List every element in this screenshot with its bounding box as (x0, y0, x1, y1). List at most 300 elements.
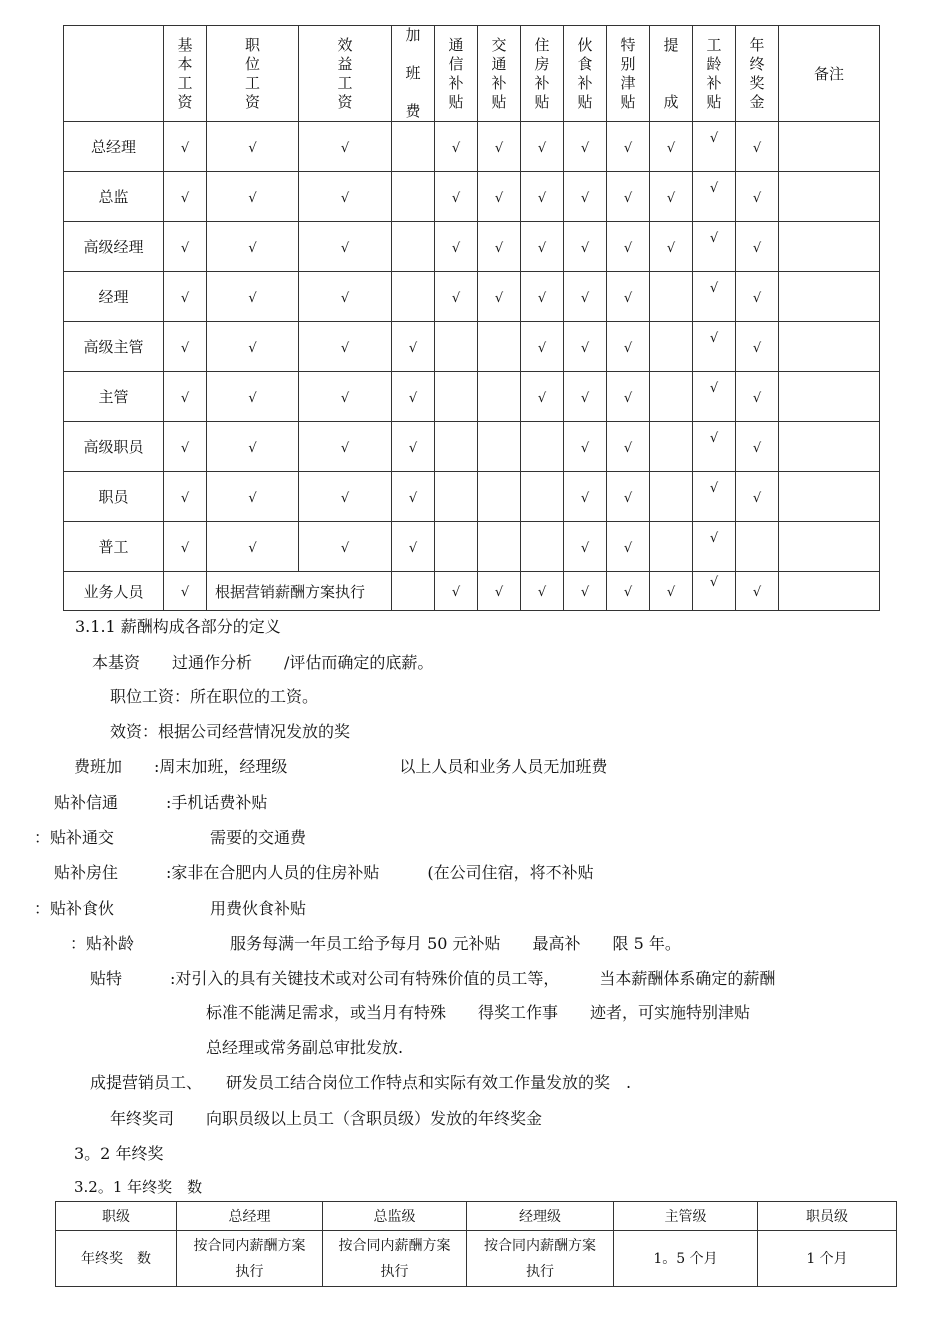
check-mark: √ (623, 585, 633, 600)
check-cell (564, 172, 607, 222)
table-row (64, 222, 880, 272)
table-row (64, 272, 880, 322)
header-char: 补 (706, 73, 722, 92)
header-label (491, 36, 506, 112)
check-mark: √ (180, 140, 190, 156)
check-cell (478, 222, 521, 272)
check-mark: √ (623, 540, 633, 556)
header-char: 贴 (620, 92, 636, 111)
check-mark: √ (248, 390, 257, 406)
check-cell (207, 522, 299, 572)
check-cell (736, 172, 779, 222)
check-cell (650, 422, 693, 472)
check-cell (478, 372, 521, 422)
check-cell (164, 222, 207, 272)
check-cell (435, 122, 478, 172)
check-mark: √ (340, 290, 350, 306)
definition-line: 职位工资：所在职位的工资。 (110, 687, 319, 706)
check-mark: √ (248, 440, 257, 456)
check-cell (392, 372, 435, 422)
check-mark: √ (623, 290, 633, 306)
check-mark: √ (709, 280, 719, 296)
header-char: 贴 (491, 92, 507, 111)
definition-line: 贴特 :对引入的具有关键技术或对公司有特殊价值的员工等， 当本薪酬体系确定的薪酬 (90, 969, 776, 988)
check-cell (736, 422, 779, 472)
check-cell (164, 122, 207, 172)
bonus-value-row (56, 1231, 897, 1287)
header-char: 资 (177, 92, 193, 111)
check-cell (435, 422, 478, 472)
check-mark: √ (537, 290, 547, 306)
position-name: 高级职员 (64, 422, 164, 472)
check-cell (299, 522, 392, 572)
check-cell (521, 522, 564, 572)
check-cell (564, 522, 607, 572)
check-mark: √ (248, 490, 257, 506)
check-mark: √ (580, 140, 590, 156)
header-label (405, 26, 420, 121)
check-cell (650, 172, 693, 222)
header-blank-cell (64, 26, 164, 122)
check-cell (521, 322, 564, 372)
check-mark: √ (180, 390, 190, 406)
check-cell (435, 572, 478, 611)
check-cell (164, 172, 207, 222)
remark-cell (779, 472, 880, 522)
check-cell (207, 272, 299, 322)
check-cell (521, 472, 564, 522)
header-char (663, 74, 678, 93)
check-cell (435, 472, 478, 522)
check-mark: √ (248, 540, 257, 556)
check-cell (299, 222, 392, 272)
bonus-value-cell: 1。5 个月 (614, 1231, 758, 1287)
check-cell (478, 172, 521, 222)
header-label (577, 36, 592, 112)
header-char: 加 (405, 26, 421, 44)
check-cell (564, 122, 607, 172)
check-cell (392, 472, 435, 522)
check-cell (435, 172, 478, 222)
header-cell (435, 26, 478, 122)
check-cell (607, 222, 650, 272)
check-mark: √ (494, 290, 504, 306)
table-row (64, 522, 880, 572)
definition-line: 年终奖司 向职员级以上员工（含职员级）发放的年终奖金 (110, 1109, 543, 1128)
header-label (620, 36, 635, 112)
header-cell (650, 26, 693, 122)
check-mark: √ (408, 490, 418, 506)
header-cell (392, 26, 435, 122)
header-cell (521, 26, 564, 122)
check-mark: √ (451, 240, 461, 256)
header-char: 贴 (448, 92, 464, 111)
check-cell (736, 322, 779, 372)
check-mark: √ (494, 585, 504, 600)
check-mark: √ (451, 140, 461, 156)
check-cell (564, 272, 607, 322)
check-mark: √ (752, 190, 762, 206)
check-cell (299, 472, 392, 522)
header-cell (164, 26, 207, 122)
check-cell (435, 522, 478, 572)
position-name: 总监 (64, 172, 164, 222)
salary-structure-table (63, 25, 880, 611)
header-char: 本 (177, 54, 193, 73)
position-name: 普工 (64, 522, 164, 572)
check-cell (650, 272, 693, 322)
check-mark: √ (180, 290, 190, 306)
check-mark: √ (623, 190, 633, 206)
header-char: 补 (448, 73, 464, 92)
check-cell (693, 322, 736, 372)
header-cell (779, 26, 880, 122)
header-char: 效 (337, 35, 353, 54)
header-char: 年 (749, 35, 765, 54)
bonus-header-cell: 总监级 (323, 1202, 467, 1231)
table-row (64, 372, 880, 422)
check-mark: √ (752, 140, 762, 156)
header-char: 工 (706, 35, 722, 54)
check-cell (607, 422, 650, 472)
check-cell (207, 472, 299, 522)
header-label (663, 36, 678, 112)
header-char: 贴 (577, 92, 593, 111)
bonus-header-cell: 职员级 (758, 1202, 897, 1231)
check-cell (435, 222, 478, 272)
position-name: 总经理 (64, 122, 164, 172)
check-cell (435, 272, 478, 322)
check-mark: √ (537, 240, 547, 256)
check-cell (207, 222, 299, 272)
header-char: 工 (337, 73, 353, 92)
check-cell (521, 172, 564, 222)
check-cell (207, 122, 299, 172)
check-cell (392, 322, 435, 372)
check-mark: √ (709, 430, 719, 446)
check-cell (650, 572, 693, 611)
header-cell (564, 26, 607, 122)
definition-line: ：贴补通交 需要的交通费 (34, 828, 307, 847)
bonus-header-cell: 职级 (56, 1202, 177, 1231)
check-mark: √ (494, 190, 504, 206)
definition-line: ：贴补食伙 用费伙食补贴 (34, 899, 307, 918)
check-cell (164, 322, 207, 372)
check-mark: √ (180, 440, 190, 456)
check-cell (693, 422, 736, 472)
check-cell (164, 422, 207, 472)
check-mark: √ (580, 190, 590, 206)
check-mark: √ (180, 490, 190, 506)
check-cell (392, 122, 435, 172)
check-mark: √ (580, 340, 590, 356)
check-mark: √ (580, 390, 590, 406)
check-cell (693, 272, 736, 322)
check-mark: √ (451, 190, 461, 206)
check-cell (564, 572, 607, 611)
check-cell (478, 272, 521, 322)
header-char: 食 (577, 54, 593, 73)
check-mark: √ (180, 240, 190, 256)
check-cell (693, 472, 736, 522)
check-cell (693, 172, 736, 222)
header-char: 班 (405, 64, 421, 82)
bonus-header-cell: 主管级 (614, 1202, 758, 1231)
header-cell (607, 26, 650, 122)
header-char: 职 (244, 35, 260, 54)
check-mark: √ (580, 440, 590, 456)
header-cell (736, 26, 779, 122)
check-cell (392, 522, 435, 572)
check-cell (736, 472, 779, 522)
remark-cell (779, 372, 880, 422)
header-char: 金 (749, 92, 765, 111)
section-subtitle-3-2-1: 3.2。1 年终奖 数 (74, 1178, 203, 1196)
check-cell (521, 372, 564, 422)
check-cell (693, 572, 736, 611)
check-mark: √ (451, 290, 461, 306)
check-mark: √ (408, 440, 418, 456)
check-cell (650, 222, 693, 272)
check-mark: √ (709, 530, 719, 546)
header-char: 补 (534, 73, 550, 92)
header-char: 津 (620, 73, 636, 92)
check-mark: √ (340, 440, 350, 456)
header-char: 通 (491, 54, 507, 73)
header-char: 益 (337, 54, 353, 73)
check-cell (392, 572, 435, 611)
header-label (749, 36, 764, 112)
check-cell (693, 372, 736, 422)
check-cell (607, 322, 650, 372)
check-mark: √ (248, 140, 257, 156)
definition-line: 总经理或常务副总审批发放. (206, 1038, 404, 1057)
header-char: 成 (663, 92, 679, 111)
header-char: 住 (534, 35, 550, 54)
check-mark: √ (537, 340, 547, 356)
header-label (177, 36, 192, 112)
check-mark: √ (494, 240, 504, 256)
bonus-value-cell: 1 个月 (758, 1231, 897, 1287)
check-cell (650, 122, 693, 172)
check-cell (650, 322, 693, 372)
check-cell (650, 372, 693, 422)
check-cell (521, 122, 564, 172)
remark-cell (779, 122, 880, 172)
check-cell (207, 372, 299, 422)
check-mark: √ (180, 340, 190, 356)
header-char: 通 (448, 35, 464, 54)
table-body (64, 122, 880, 611)
check-cell (435, 322, 478, 372)
check-mark: √ (340, 240, 350, 256)
check-mark: √ (340, 490, 350, 506)
check-mark: √ (623, 440, 633, 456)
check-cell (478, 522, 521, 572)
check-mark: √ (752, 440, 762, 456)
position-name: 高级主管 (64, 322, 164, 372)
check-cell (392, 222, 435, 272)
header-char: 伙 (577, 35, 593, 54)
header-cell (478, 26, 521, 122)
header-label (245, 36, 260, 112)
definition-line: 标准不能满足需求，或当月有特殊 得奖工作事 迹者，可实施特别津贴 (206, 1003, 751, 1022)
header-label (448, 36, 463, 112)
check-mark: √ (248, 340, 257, 356)
bonus-value-cell (467, 1231, 614, 1287)
check-mark: √ (494, 140, 504, 156)
remark-cell (779, 422, 880, 472)
check-cell (650, 472, 693, 522)
check-cell (607, 522, 650, 572)
check-mark: √ (666, 140, 676, 156)
check-cell (392, 422, 435, 472)
header-cell (299, 26, 392, 122)
check-cell (164, 472, 207, 522)
check-mark: √ (666, 240, 676, 256)
check-cell (607, 372, 650, 422)
header-label (534, 36, 549, 112)
bonus-value-cell (323, 1231, 467, 1287)
remark-cell (779, 522, 880, 572)
check-cell (478, 422, 521, 472)
header-cell (207, 26, 299, 122)
check-mark: √ (451, 585, 461, 600)
check-cell (478, 122, 521, 172)
section-title-3-1-1: 3.1.1 薪酬构成各部分的定义 (75, 617, 281, 636)
remark-cell (779, 322, 880, 372)
check-mark: √ (537, 190, 547, 206)
check-cell (164, 522, 207, 572)
check-mark: √ (623, 490, 633, 506)
bonus-header-row (56, 1202, 897, 1231)
check-cell (736, 122, 779, 172)
check-mark: √ (709, 130, 719, 146)
header-cell (693, 26, 736, 122)
check-mark: √ (666, 585, 676, 600)
header-char (405, 83, 420, 102)
check-cell (164, 372, 207, 422)
check-mark: √ (180, 190, 190, 206)
check-cell (736, 522, 779, 572)
definition-line: 本基资 过通作分析 /评估而确定的底薪。 (92, 653, 434, 672)
bonus-header-cell: 总经理 (177, 1202, 323, 1231)
header-char: 工 (177, 73, 193, 92)
table-row (64, 422, 880, 472)
check-mark: √ (408, 390, 418, 406)
check-cell (693, 222, 736, 272)
check-cell (564, 472, 607, 522)
check-cell (392, 272, 435, 322)
check-mark: √ (709, 575, 719, 590)
check-mark: √ (580, 240, 590, 256)
check-mark: √ (752, 585, 762, 600)
position-name: 经理 (64, 272, 164, 322)
check-mark: √ (623, 340, 633, 356)
check-cell (736, 372, 779, 422)
check-mark: √ (180, 540, 190, 556)
header-char: 交 (491, 35, 507, 54)
check-cell (564, 222, 607, 272)
check-cell (693, 122, 736, 172)
check-mark: √ (709, 330, 719, 346)
header-char: 提 (663, 35, 679, 54)
check-mark: √ (709, 180, 719, 196)
check-mark: √ (248, 240, 257, 256)
position-name: 高级经理 (64, 222, 164, 272)
header-char: 基 (177, 35, 193, 54)
check-mark: √ (340, 340, 350, 356)
check-cell (164, 572, 207, 611)
check-mark: √ (623, 240, 633, 256)
header-label: 备注 (813, 65, 844, 83)
table-row (64, 172, 880, 222)
header-char: 奖 (749, 73, 765, 92)
check-cell (478, 472, 521, 522)
check-cell (607, 572, 650, 611)
check-mark: √ (752, 390, 762, 406)
bonus-value-text: 按合同内薪酬方案执行 (338, 1237, 451, 1280)
header-char: 信 (448, 54, 464, 73)
header-char: 费 (405, 102, 421, 120)
header-char: 资 (244, 92, 260, 111)
check-cell (607, 122, 650, 172)
check-cell (521, 422, 564, 472)
check-mark: √ (709, 230, 719, 246)
check-mark: √ (580, 290, 590, 306)
check-mark: √ (340, 140, 350, 156)
header-char: 终 (749, 54, 765, 73)
check-cell (299, 272, 392, 322)
definition-line: 费班加 :周末加班，经理级 以上人员和业务人员无加班费 (74, 757, 608, 776)
check-cell (736, 572, 779, 611)
check-cell (207, 422, 299, 472)
check-cell (693, 522, 736, 572)
remark-cell (779, 272, 880, 322)
check-mark: √ (752, 240, 762, 256)
definition-line: 贴补信通 :手机话费补贴 (54, 793, 268, 812)
year-end-bonus-table (55, 1201, 897, 1287)
check-mark: √ (752, 340, 762, 356)
check-cell (521, 222, 564, 272)
check-cell (607, 472, 650, 522)
check-cell (650, 522, 693, 572)
check-cell (435, 372, 478, 422)
bonus-value-text: 按合同内薪酬方案执行 (193, 1237, 306, 1280)
check-mark: √ (408, 540, 418, 556)
check-mark: √ (709, 480, 719, 496)
check-mark: √ (752, 290, 762, 306)
header-char: 工 (244, 73, 260, 92)
header-char: 特 (620, 35, 636, 54)
bonus-value-cell (177, 1231, 323, 1287)
check-mark: √ (340, 540, 350, 556)
position-name: 职员 (64, 472, 164, 522)
check-mark: √ (180, 585, 190, 600)
check-mark: √ (666, 190, 676, 206)
definition-line: 效资：根据公司经营情况发放的奖 (110, 722, 351, 741)
header-char: 补 (577, 73, 593, 92)
check-cell (392, 172, 435, 222)
check-mark: √ (408, 340, 418, 356)
header-char (663, 55, 678, 74)
check-cell (207, 322, 299, 372)
check-cell (564, 372, 607, 422)
check-mark: √ (623, 390, 633, 406)
bonus-value-text: 按合同内薪酬方案执行 (484, 1237, 596, 1280)
table-row-sales (64, 572, 880, 611)
check-mark: √ (340, 390, 350, 406)
